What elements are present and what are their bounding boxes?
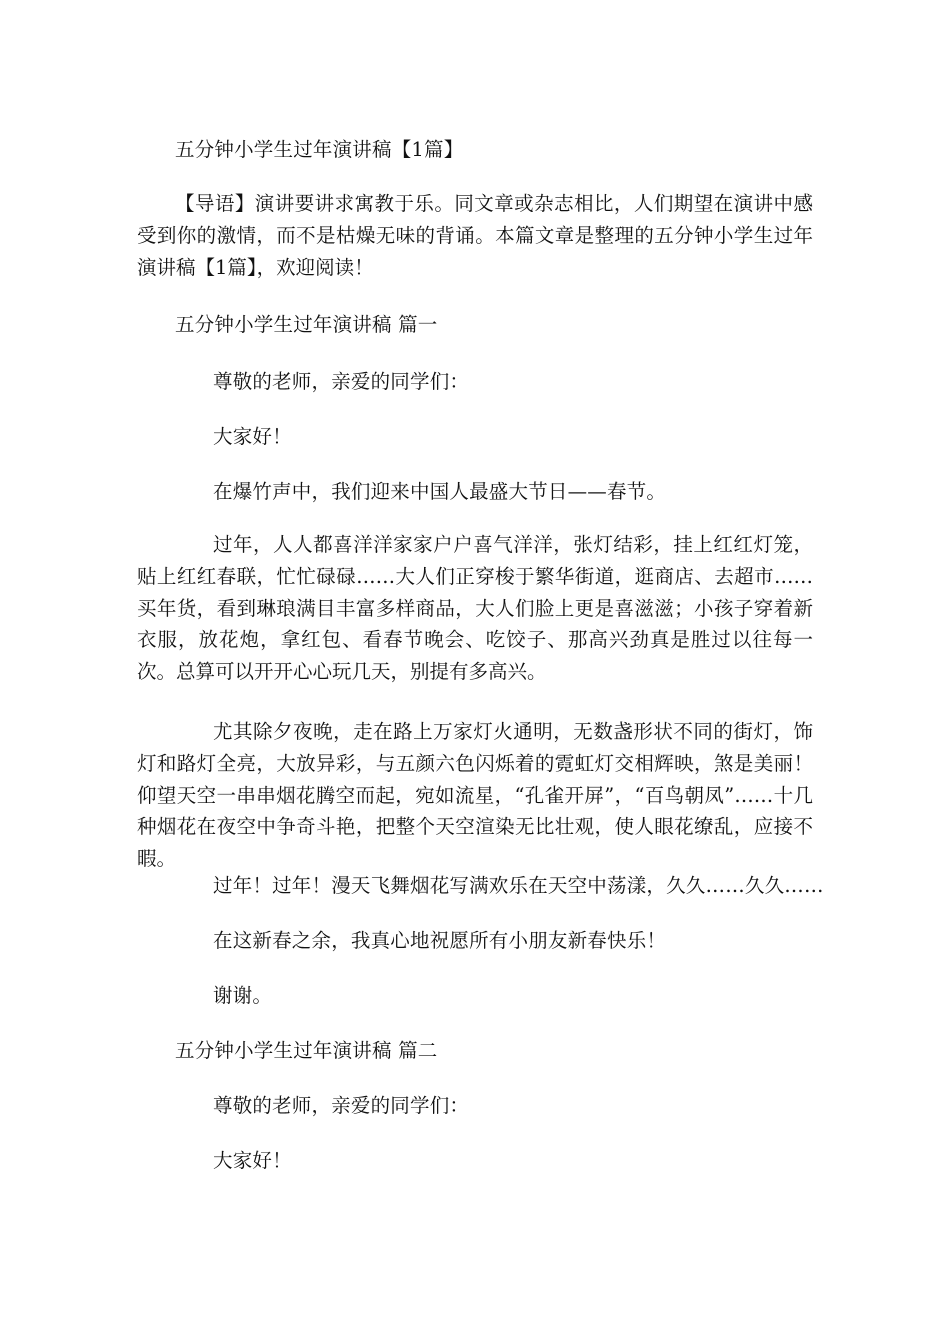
section-1-paragraph-4: 过年！过年！漫天飞舞烟花写满欢乐在天空中荡漾，久久……久久…… <box>213 874 824 897</box>
section-2-hello: 大家好！ <box>213 1149 292 1172</box>
section-2-greeting: 尊敬的老师，亲爱的同学们： <box>213 1094 470 1117</box>
section-1-paragraph-5: 在这新春之余，我真心地祝愿所有小朋友新春快乐！ <box>213 929 667 952</box>
section-1-heading: 五分钟小学生过年演讲稿 篇一 <box>175 313 438 336</box>
section-1-paragraph-3: 尤其除夕夜晚，走在路上万家灯火通明，无数盏形状不同的街灯，饰灯和路灯全亮，大放异彩，与五颜六色闪烁着的霓虹灯交相辉映，煞是美丽！仰望天空一串串烟花腾空而起，宛如流星，“孔雀开屏”，“百鸟朝凤”……十几种烟花在夜空中争奇斗艳，把整个天空渲染无比壮观，使人眼花缭乱，应接不暇。 <box>137 720 813 871</box>
section-2-heading: 五分钟小学生过年演讲稿 篇二 <box>175 1039 438 1062</box>
section-1-paragraph-2: 过年，人人都喜洋洋家家户户喜气洋洋，张灯结彩，挂上红红灯笼，贴上红红春联，忙忙碌碌……大人们正穿梭于繁华街道，逛商店、去超市……买年货，看到琳琅满目丰富多样商品，大人们脸上更是喜滋滋；小孩子穿着新衣服，放花炮，拿红包、看春节晚会、吃饺子、那高兴劲真是胜过以往每一次。总算可以开开心心玩几天，别提有多高兴。 <box>137 533 813 684</box>
section-1-paragraph-1: 在爆竹声中，我们迎来中国人最盛大节日——春节。 <box>213 480 667 503</box>
document-title: 五分钟小学生过年演讲稿【1篇】 <box>175 138 464 161</box>
section-1-greeting: 尊敬的老师，亲爱的同学们： <box>213 370 470 393</box>
intro-paragraph: 【导语】演讲要讲求寓教于乐。同文章或杂志相比，人们期望在演讲中感受到你的激情，而不是枯燥无味的背诵。本篇文章是整理的五分钟小学生过年演讲稿【1篇】，欢迎阅读！ <box>137 192 813 279</box>
section-1-thanks: 谢谢。 <box>213 984 273 1007</box>
section-1-hello: 大家好！ <box>213 425 292 448</box>
